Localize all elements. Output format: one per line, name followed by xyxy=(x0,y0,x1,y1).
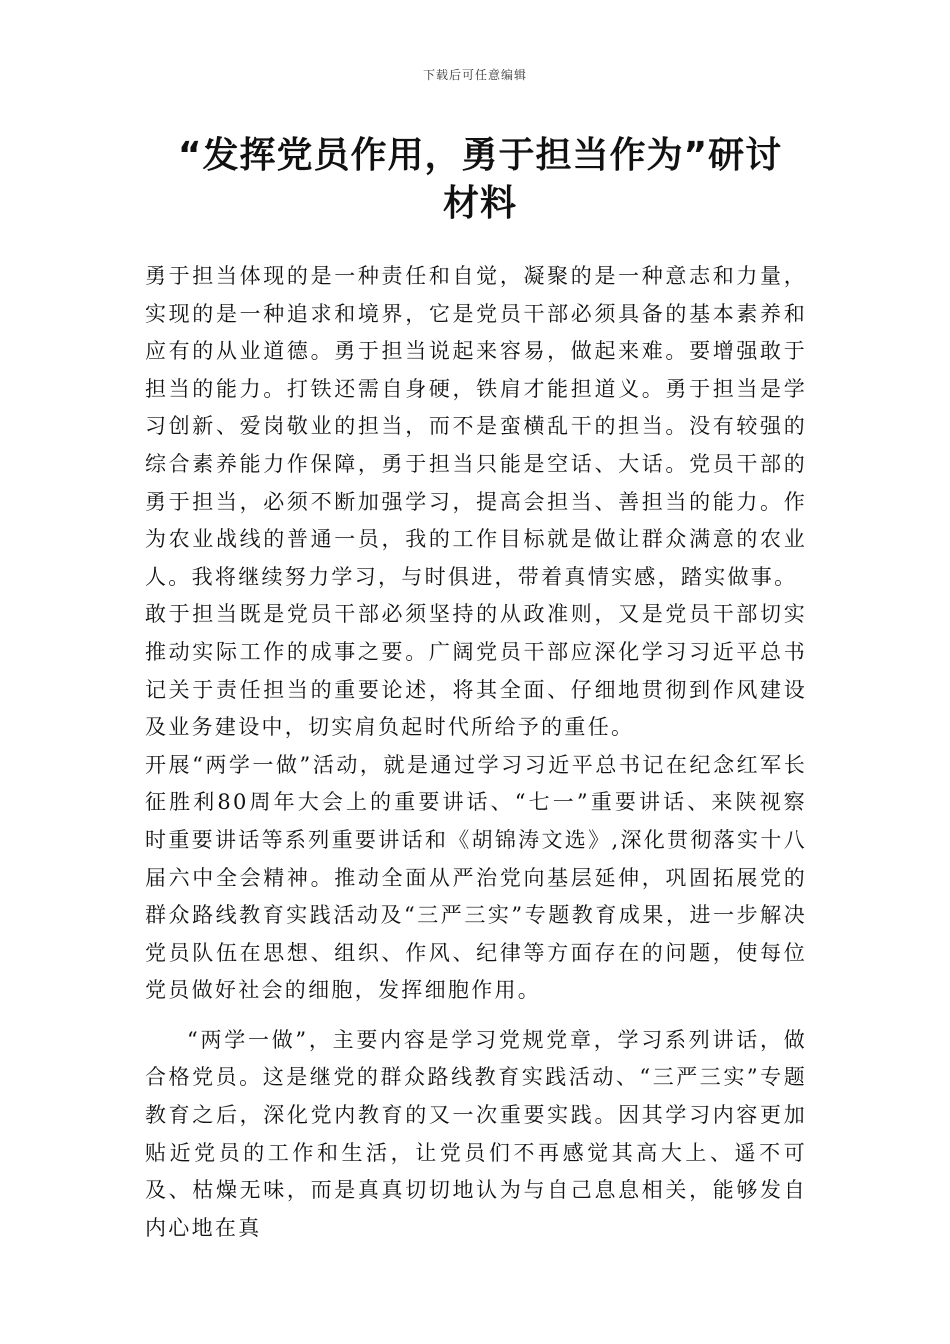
paragraph-1: 勇于担当体现的是一种责任和自觉，凝聚的是一种意志和力量，实现的是一种追求和境界，它是党员干部必须具备的基本素养和应有的从业道德。勇于担当说起来容易，做起来难。要增强敢于担当的能力。打铁还需自身硬，铁肩才能担道义。勇于担当是学习创新、爱岗敬业的担当，而不是蛮横乱干的担当。没有较强的综合素养能力作保障，勇于担当只能是空话、大话。党员干部的勇于担当，必须不断加强学习，提高会担当、善担当的能力。作为农业战线的普通一员，我的工作目标就是做让群众满意的农业人。我将继续努力学习，与时俱进，带着真情实感，踏实做事。 xyxy=(145,264,807,589)
header-note: 下载后可任意编辑 xyxy=(422,68,527,82)
document-title: “发挥党员作用，勇于担当作为”研讨材料 xyxy=(177,135,783,224)
paragraph-2: 敢于担当既是党员干部必须坚持的从政准则，又是党员干部切实推动实际工作的成事之要。广阔党员干部应深化学习习近平总书记关于责任担当的重要论述，将其全面、仔细地贯彻到作风建设及业务建设中，切实肩负起时代所给予的重任。 xyxy=(145,602,807,740)
paragraph-4: “两学一做”，主要内容是学习党规党章，学习系列讲话，做合格党员。这是继党的群众路线教育实践活动、“三严三实”专题教育之后，深化党内教育的又一次重要实践。因其学习内容更加贴近党员的工作和生活，让党员们不再感觉其高大上、遥不可及、枯燥无味，而是真真切切地认为与自己息息相关，能够发自内心地在真 xyxy=(145,1027,807,1240)
paragraph-3: 开展“两学一做”活动，就是通过学习习近平总书记在纪念红军长征胜利80周年大会上的重要讲话、“七一”重要讲话、来陕视察时重要讲话等系列重要讲话和《胡锦涛文选》,深化贯彻落实十八届六中全会精神。推动全面从严治党向基层延伸，巩固拓展党的群众路线教育实践活动及“三严三实”专题教育成果，进一步解决党员队伍在思想、组织、作风、纪律等方面存在的问题，使每位党员做好社会的细胞，发挥细胞作用。 xyxy=(145,752,807,1003)
document-body xyxy=(145,258,807,1247)
